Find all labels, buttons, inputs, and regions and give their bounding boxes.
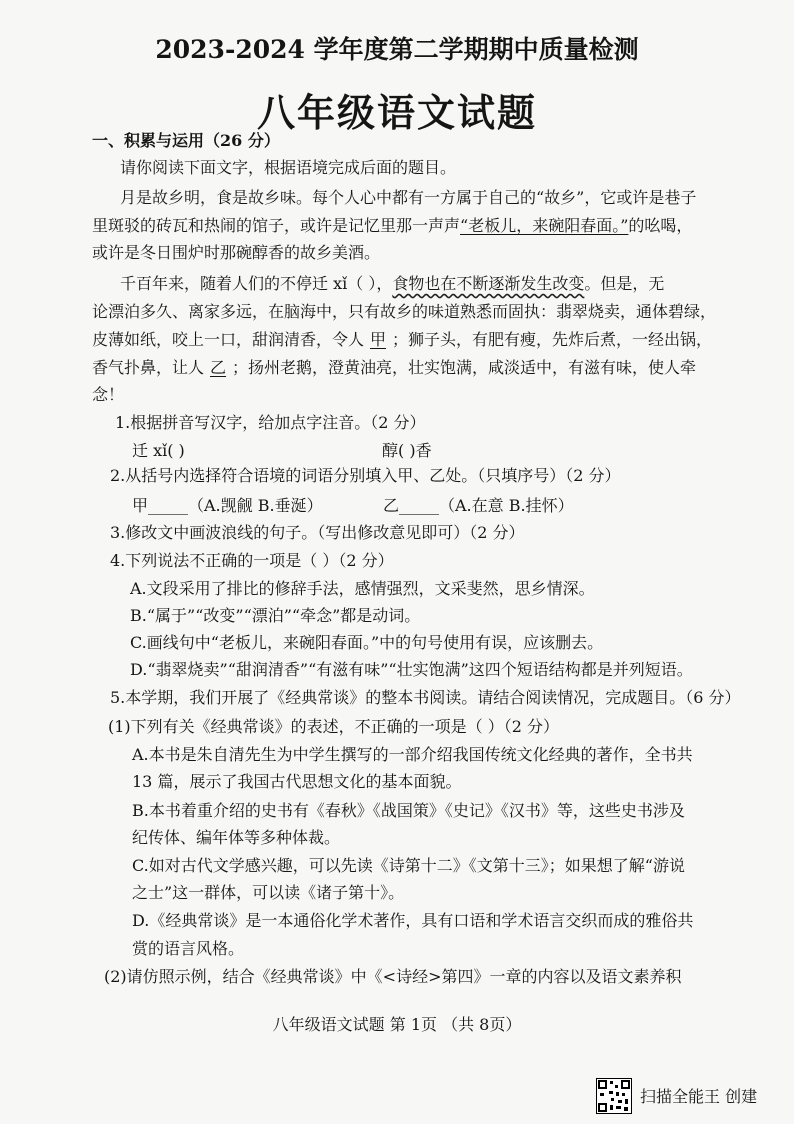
passage-text: 。但是，无 xyxy=(584,274,665,293)
passage-text: ；扬州老鹅，澄黄油亮，壮实饱满，咸淡适中，有滋有味，使人牵 xyxy=(232,358,697,377)
passage-text: 皮薄如纸，咬上一口，甜润清香，令人 xyxy=(92,330,365,349)
q5-option-b: B.本书着重介绍的史书有《春秋》《战国策》《史记》《汉书》等，这些史书涉及 xyxy=(132,801,685,820)
q2-option-yi: 乙_____（A.在意 B.挂怀） xyxy=(383,496,574,515)
q5-option-d-cont: 赏的语言风格。 xyxy=(132,939,245,958)
blank-yi: 乙 xyxy=(210,358,227,377)
passage-line xyxy=(92,329,712,351)
passage-text: 里斑驳的砖瓦和热闹的馆子，或许是记忆里那一声声 xyxy=(92,216,461,235)
q5-option-c-cont: 之士”这一群体，可以读《诸子第十》。 xyxy=(132,883,405,902)
question-5-1: (1)下列有关《经典常谈》的表述，不正确的一项是（ ）（2 分） xyxy=(108,717,560,736)
q5-option-a: A.本书是朱自清先生为中学生撰写的一部介绍我国传统文化经典的著作，全书共 xyxy=(132,745,693,764)
scanner-brand: 扫描全能王 创建 xyxy=(640,1087,758,1106)
q4-option-a: A.文段采用了排比的修辞手法，感情强烈，文采斐然，思乡情深。 xyxy=(130,579,595,598)
passage-text: 千百年来，随着人们的不停迁 xǐ（ ）， xyxy=(120,274,393,293)
passage-line xyxy=(120,273,664,295)
question-3: 3.修改文中画波浪线的句子。（写出修改意见即可）（2 分） xyxy=(110,523,525,542)
passage-line xyxy=(92,357,696,379)
question-5-2: (2)请仿照示例，结合《经典常谈》中《<诗经>第四》一章的内容以及语文素养积 xyxy=(104,967,682,986)
question-4: 4.下列说法不正确的一项是（ ）（2 分） xyxy=(110,551,394,570)
section-heading: 一、积累与运用（26 分） xyxy=(92,131,280,150)
q1-blank-a: 迁 xǐ( ) xyxy=(132,441,185,460)
question-5: 5.本学期，我们开展了《经典常谈》的整本书阅读。请结合阅读情况，完成题目。（6 分） xyxy=(110,688,741,707)
underlined-sentence: “老板儿，来碗阳春面。” xyxy=(460,216,629,235)
section-intro: 请你阅读下面文字，根据语境完成后面的题目。 xyxy=(120,158,457,177)
q5-option-b-cont: 纪传体、编年体等多种体裁。 xyxy=(132,828,341,847)
exam-title: 2023-2024 学年度第二学期期中质量检测 xyxy=(155,35,639,64)
q5-option-d: D.《经典常谈》是一本通俗化学术著作，具有口语和学术语言交织而成的雅俗共 xyxy=(132,911,694,930)
q4-option-c: C.画线句中“老板儿，来碗阳春面。”中的句号使用有误，应该删去。 xyxy=(130,633,604,652)
passage-line: 论漂泊多久、离家多远，在脑海中，只有故乡的味道熟悉而固执：翡翠烧卖，通体碧绿， xyxy=(92,302,717,321)
passage-line: 或许是冬日围炉时那碗醇香的故乡美酒。 xyxy=(92,243,381,262)
passage-line: 月是故乡明，食是故乡味。每个人心中都有一方属于自己的“故乡”，它或许是巷子 xyxy=(120,188,697,207)
q5-option-a-cont: 13 篇，展示了我国古代思想文化的基本面貌。 xyxy=(132,772,462,791)
passage-text: 的吆喝， xyxy=(628,216,693,235)
qr-code-icon xyxy=(596,1078,632,1114)
passage-line: 念！ xyxy=(92,385,125,404)
question-1: 1.根据拼音写汉字，给加点字注音。（2 分） xyxy=(115,413,426,432)
passage-text: 香气扑鼻，让人 xyxy=(92,358,205,377)
q5-option-c: C.如对古代文学感兴趣，可以先读《诗第十二》《文第十三》；如果想了解“游说 xyxy=(132,856,685,875)
exam-subtitle: 八年级语文试题 xyxy=(256,90,537,135)
wavy-underlined-sentence: 食物也在不断逐渐发生改变 xyxy=(392,274,585,293)
question-2: 2.从括号内选择符合语境的词语分别填入甲、乙处。（只填序号）（2 分） xyxy=(110,466,621,485)
q2-option-jia: 甲_____（A.觊觎 B.垂涎） xyxy=(132,496,323,515)
q4-option-b: B.“属于”“改变”“漂泊”“牵念”都是动词。 xyxy=(130,606,421,625)
q1-blank-b: 醇( )香 xyxy=(382,441,432,460)
passage-line xyxy=(92,215,692,237)
page-footer: 八年级语文试题 第 1页 （共 8页） xyxy=(272,1015,522,1034)
q4-option-d: D.“翡翠烧卖”“甜润清香”“有滋有味”“壮实饱满”这四个短语结构都是并列短语。 xyxy=(130,660,693,679)
passage-text: ；狮子头，有肥有瘦，先炸后煮，一经出锅， xyxy=(392,330,713,349)
blank-jia: 甲 xyxy=(370,330,387,349)
